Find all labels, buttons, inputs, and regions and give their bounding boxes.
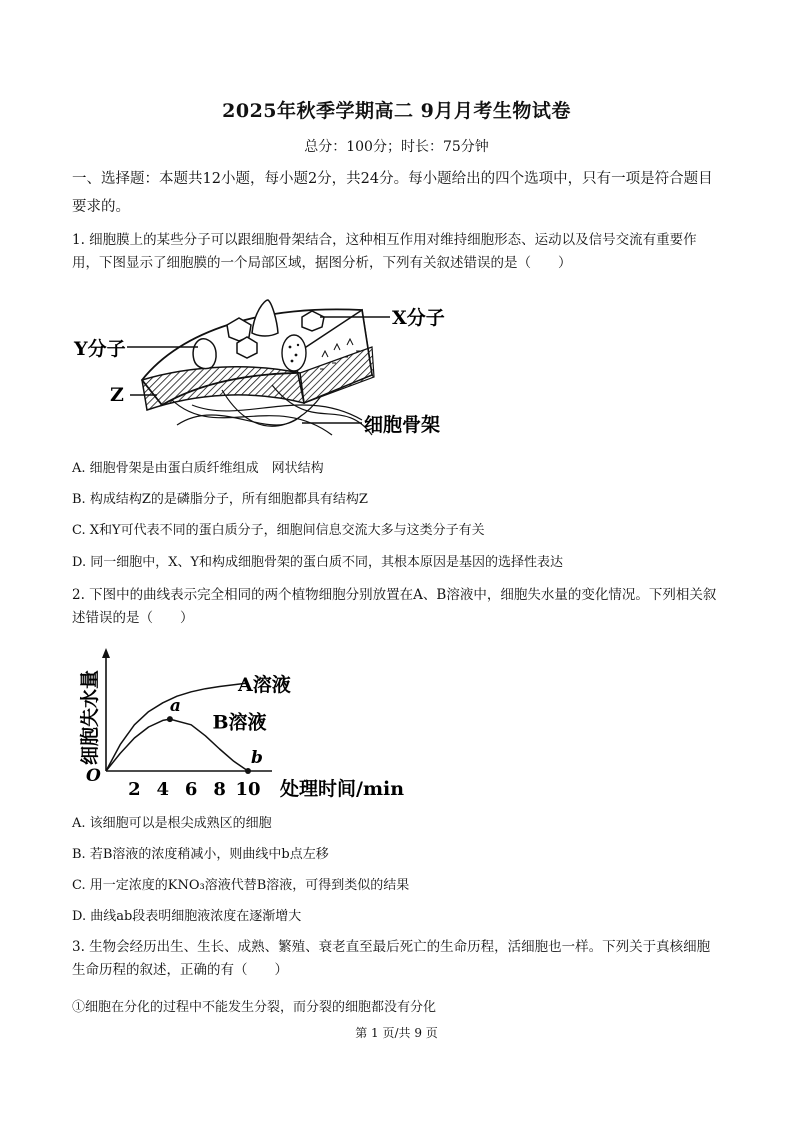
point-label-a: a [169,696,181,717]
x-tick-label: 4 [156,779,170,800]
water-loss-chart [72,640,432,805]
exam-subtitle: 总分：100分；时长：75分钟 [304,139,489,155]
q2-option-a: A. 该细胞可以是根尖成熟区的细胞 [72,816,272,831]
q2-option-b: B. 若B溶液的浓度稍减小，则曲线中b点左移 [72,847,329,862]
q3-statement-1: ①细胞在分化的过程中不能发生分裂，而分裂的细胞都没有分化 [72,1000,437,1015]
label-z-structure: Z [110,384,124,406]
y-axis-arrow [102,648,110,658]
q1-option-a: A. 细胞骨架是由蛋白质纤维组成 网状结构 [72,461,324,476]
series-label-b: B溶液 [212,711,267,734]
section-intro: 一、选择题：本题共12小题，每小题2分，共24分。每小题给出的四个选项中，只有一项是符合题目要求的。 [72,171,713,215]
point-a [167,716,173,722]
question-3-stem: 3. 生物会经历出生、生长、成熟、繁殖、衰老直至最后死亡的生命历程，活细胞也一样。下列关于真核细胞生命历程的叙述，正确的有（ ） [72,939,711,978]
question-2-stem: 2. 下图中的曲线表示完全相同的两个植物细胞分别放置在A、B溶液中，细胞失水量的变化情况。下列相关叙述错误的是（ ） [72,587,717,626]
point-label-b: b [251,748,263,768]
question-1-stem: 1. 细胞膜上的某些分子可以跟细胞骨架结合，这种相互作用对维持细胞形态、运动以及信号交流有重要作用，下图显示了细胞膜的一个局部区域，据图分析，下列有关叙述错误的是（ ） [72,232,697,271]
q2-option-d: D. 曲线ab段表明细胞液浓度在逐渐增大 [72,909,302,924]
q1-option-d: D. 同一细胞中，X、Y和构成细胞骨架的蛋白质不同，其根本原因是基因的选择性表达 [72,555,564,570]
x-tick-label: 10 [235,779,261,800]
membrane-diagram [72,295,452,445]
label-x-molecule: X分子 [392,307,445,329]
label-y-molecule: Y分子 [74,338,126,360]
x-tick-label: 2 [128,779,141,800]
page-number: 第 1 页/共 9 页 [355,1026,438,1040]
x-tick-label: 6 [184,779,198,800]
exam-title: 2025年秋季学期高二 9月月考生物试卷 [222,100,571,122]
chart-ylabel: 细胞失水量 [79,669,101,765]
q1-option-b: B. 构成结构Z的是磷脂分子，所有细胞都具有结构Z [72,492,368,507]
label-cytoskeleton: 细胞骨架 [364,414,441,436]
series-label-a: A溶液 [238,674,291,696]
point-b [245,768,251,774]
chart-xlabel: 处理时间/min [280,778,405,800]
chart-origin-label: O [86,766,101,786]
q1-option-c: C. X和Y可代表不同的蛋白质分子，细胞间信息交流大多与这类分子有关 [72,523,485,538]
x-tick-label: 8 [213,779,226,800]
q2-option-c: C. 用一定浓度的KNO₃溶液代替B溶液，可得到类似的结果 [72,878,410,893]
